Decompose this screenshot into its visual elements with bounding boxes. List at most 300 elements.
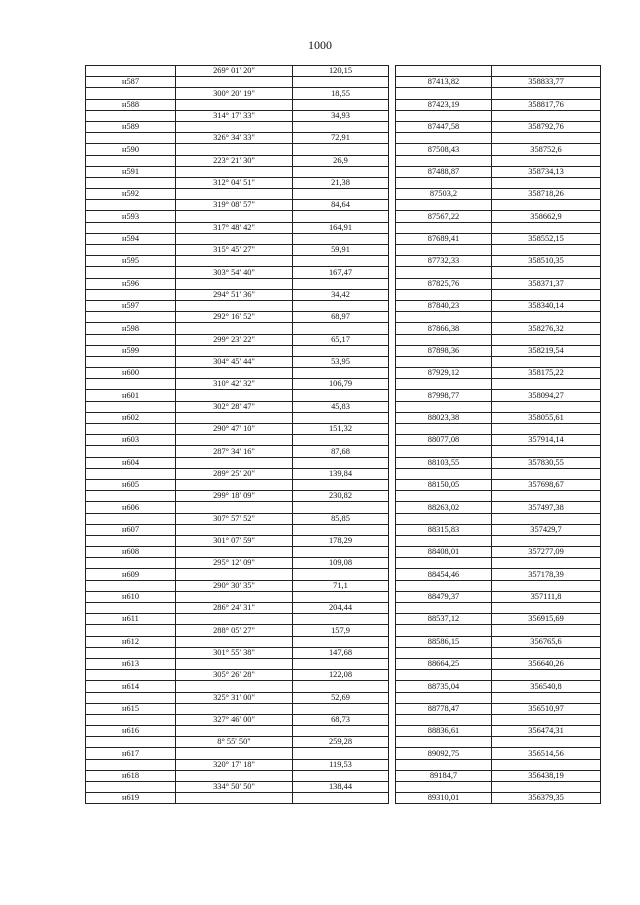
table-row [86,334,601,345]
y-coordinate-cell [492,200,601,211]
point-cell [86,580,176,591]
table-row [86,793,601,804]
gap-cell [389,412,396,423]
gap-cell [389,647,396,658]
point-cell [86,491,176,502]
length-cell [293,211,389,222]
x-coordinate-cell [396,468,492,479]
table-row [86,267,601,278]
angle-cell [176,256,293,267]
point-cell [86,155,176,166]
point-cell: н600 [86,368,176,379]
x-coordinate-cell: 88778,47 [396,703,492,714]
gap-cell [389,267,396,278]
table-row [86,177,601,188]
length-cell: 34,93 [293,110,389,121]
table-row [86,110,601,121]
y-coordinate-cell [492,446,601,457]
point-cell: н608 [86,547,176,558]
point-cell: н598 [86,323,176,334]
angle-cell [176,300,293,311]
gap-cell [389,770,396,781]
y-coordinate-cell: 358276,32 [492,323,601,334]
x-coordinate-cell: 88150,05 [396,479,492,490]
point-cell: н604 [86,457,176,468]
length-cell [293,636,389,647]
y-coordinate-cell: 358552,15 [492,233,601,244]
angle-cell [176,323,293,334]
angle-cell: 269° 01' 20" [176,66,293,77]
coordinates-table [85,65,601,804]
gap-cell [389,759,396,770]
point-cell: н589 [86,121,176,132]
angle-cell [176,189,293,200]
gap-cell [389,457,396,468]
angle-cell [176,121,293,132]
y-coordinate-cell: 358833,77 [492,77,601,88]
length-cell [293,121,389,132]
angle-cell [176,614,293,625]
angle-cell: 290° 47' 10" [176,424,293,435]
angle-cell: 303° 54' 40" [176,267,293,278]
point-cell [86,782,176,793]
table-row [86,547,601,558]
length-cell [293,77,389,88]
x-coordinate-cell [396,782,492,793]
table-row [86,256,601,267]
y-coordinate-cell [492,714,601,725]
gap-cell [389,345,396,356]
point-cell: н616 [86,726,176,737]
y-coordinate-cell: 357429,7 [492,524,601,535]
gap-cell [389,133,396,144]
angle-cell [176,390,293,401]
y-coordinate-cell [492,535,601,546]
point-cell: н617 [86,748,176,759]
point-cell [86,625,176,636]
gap-cell [389,390,396,401]
y-coordinate-cell: 356438,19 [492,770,601,781]
x-coordinate-cell: 88479,37 [396,591,492,602]
gap-cell [389,312,396,323]
y-coordinate-cell: 356474,31 [492,726,601,737]
y-coordinate-cell: 358718,26 [492,189,601,200]
x-coordinate-cell: 87840,23 [396,300,492,311]
length-cell [293,166,389,177]
gap-cell [389,468,396,479]
point-cell [86,312,176,323]
y-coordinate-cell: 358340,14 [492,300,601,311]
length-cell [293,748,389,759]
table-row [86,726,601,737]
gap-cell [389,793,396,804]
angle-cell [176,412,293,423]
point-cell [86,289,176,300]
y-coordinate-cell [492,88,601,99]
x-coordinate-cell [396,603,492,614]
x-coordinate-cell: 88537,12 [396,614,492,625]
x-coordinate-cell: 87413,82 [396,77,492,88]
gap-cell [389,636,396,647]
y-coordinate-cell [492,245,601,256]
gap-cell [389,424,396,435]
x-coordinate-cell: 87503,2 [396,189,492,200]
angle-cell: 288° 05' 27" [176,625,293,636]
y-coordinate-cell [492,647,601,658]
point-cell: н614 [86,681,176,692]
y-coordinate-cell: 358055,61 [492,412,601,423]
point-cell [86,200,176,211]
length-cell: 178,29 [293,535,389,546]
gap-cell [389,368,396,379]
x-coordinate-cell: 87732,33 [396,256,492,267]
table-row [86,658,601,669]
table-row [86,189,601,200]
y-coordinate-cell [492,558,601,569]
angle-cell [176,502,293,513]
table-row [86,636,601,647]
angle-cell: 334° 50' 50" [176,782,293,793]
x-coordinate-cell [396,155,492,166]
x-coordinate-cell [396,446,492,457]
angle-cell: 327° 46' 00" [176,714,293,725]
point-cell: н587 [86,77,176,88]
gap-cell [389,580,396,591]
length-cell: 138,44 [293,782,389,793]
y-coordinate-cell: 356915,69 [492,614,601,625]
y-coordinate-cell [492,491,601,502]
table-row [86,133,601,144]
angle-cell [176,99,293,110]
point-cell: н613 [86,658,176,669]
length-cell: 157,9 [293,625,389,636]
length-cell [293,479,389,490]
x-coordinate-cell [396,379,492,390]
point-cell: н602 [86,412,176,423]
gap-cell [389,245,396,256]
table-row [86,681,601,692]
length-cell [293,591,389,602]
table-row [86,502,601,513]
gap-cell [389,189,396,200]
gap-cell [389,379,396,390]
point-cell: н603 [86,435,176,446]
point-cell: н590 [86,144,176,155]
table-row [86,211,601,222]
gap-cell [389,670,396,681]
gap-cell [389,200,396,211]
angle-cell: 286° 24' 31" [176,603,293,614]
gap-cell [389,110,396,121]
angle-cell: 310° 42' 32" [176,379,293,390]
y-coordinate-cell: 358752,6 [492,144,601,155]
length-cell: 26,9 [293,155,389,166]
table-row [86,390,601,401]
gap-cell [389,737,396,748]
x-coordinate-cell [396,401,492,412]
x-coordinate-cell: 88454,46 [396,569,492,580]
length-cell [293,547,389,558]
angle-cell: 319° 08' 57" [176,200,293,211]
table-row [86,300,601,311]
angle-cell: 289° 25' 20" [176,468,293,479]
y-coordinate-cell: 358817,76 [492,99,601,110]
x-coordinate-cell [396,491,492,502]
x-coordinate-cell: 87866,38 [396,323,492,334]
length-cell [293,502,389,513]
y-coordinate-cell [492,334,601,345]
length-cell [293,770,389,781]
x-coordinate-cell [396,289,492,300]
point-cell [86,446,176,457]
gap-cell [389,166,396,177]
x-coordinate-cell: 88023,38 [396,412,492,423]
point-cell [86,647,176,658]
angle-cell [176,726,293,737]
x-coordinate-cell [396,580,492,591]
x-coordinate-cell: 88263,02 [396,502,492,513]
gap-cell [389,535,396,546]
length-cell [293,412,389,423]
y-coordinate-cell: 357277,09 [492,547,601,558]
angle-cell: 320° 17' 18" [176,759,293,770]
point-cell: н596 [86,278,176,289]
angle-cell: 312° 04' 51" [176,177,293,188]
x-coordinate-cell: 87488,87 [396,166,492,177]
x-coordinate-cell: 87689,41 [396,233,492,244]
point-cell [86,66,176,77]
angle-cell [176,345,293,356]
x-coordinate-cell [396,66,492,77]
y-coordinate-cell [492,267,601,278]
gap-cell [389,222,396,233]
length-cell: 259,28 [293,737,389,748]
gap-cell [389,278,396,289]
y-coordinate-cell: 358371,37 [492,278,601,289]
x-coordinate-cell [396,558,492,569]
angle-cell [176,591,293,602]
gap-cell [389,547,396,558]
x-coordinate-cell: 87447,58 [396,121,492,132]
page-number: 1000 [308,38,332,52]
gap-cell [389,121,396,132]
point-cell: н606 [86,502,176,513]
gap-cell [389,524,396,535]
y-coordinate-cell [492,177,601,188]
y-coordinate-cell: 357497,38 [492,502,601,513]
x-coordinate-cell [396,535,492,546]
y-coordinate-cell [492,603,601,614]
x-coordinate-cell: 88315,83 [396,524,492,535]
x-coordinate-cell: 88735,04 [396,681,492,692]
length-cell: 53,95 [293,356,389,367]
x-coordinate-cell: 87567,22 [396,211,492,222]
x-coordinate-cell: 87508,43 [396,144,492,155]
length-cell [293,300,389,311]
gap-cell [389,88,396,99]
x-coordinate-cell [396,513,492,524]
point-cell: н594 [86,233,176,244]
length-cell: 71,1 [293,580,389,591]
table-row [86,77,601,88]
gap-cell [389,334,396,345]
gap-cell [389,479,396,490]
table-body [86,66,601,804]
angle-cell: 314° 17' 33" [176,110,293,121]
length-cell [293,278,389,289]
angle-cell [176,748,293,759]
table-row [86,155,601,166]
length-cell [293,569,389,580]
point-cell [86,88,176,99]
length-cell [293,435,389,446]
point-cell [86,603,176,614]
x-coordinate-cell [396,334,492,345]
point-cell: н593 [86,211,176,222]
angle-cell: 295° 12' 09" [176,558,293,569]
x-coordinate-cell [396,647,492,658]
length-cell: 120,15 [293,66,389,77]
y-coordinate-cell: 356510,97 [492,703,601,714]
length-cell: 21,38 [293,177,389,188]
length-cell: 109,08 [293,558,389,569]
length-cell: 18,55 [293,88,389,99]
point-cell: н591 [86,166,176,177]
length-cell [293,189,389,200]
angle-cell [176,636,293,647]
table-row [86,435,601,446]
length-cell [293,233,389,244]
angle-cell [176,278,293,289]
y-coordinate-cell [492,401,601,412]
x-coordinate-cell: 89310,01 [396,793,492,804]
angle-cell [176,435,293,446]
y-coordinate-cell [492,737,601,748]
x-coordinate-cell [396,670,492,681]
x-coordinate-cell: 89092,75 [396,748,492,759]
length-cell: 139,84 [293,468,389,479]
angle-cell [176,211,293,222]
point-cell: н599 [86,345,176,356]
length-cell [293,614,389,625]
length-cell [293,658,389,669]
y-coordinate-cell: 358175,22 [492,368,601,379]
angle-cell: 287° 34' 16" [176,446,293,457]
length-cell: 87,68 [293,446,389,457]
angle-cell: 317° 48' 42" [176,222,293,233]
length-cell: 45,83 [293,401,389,412]
table-row [86,245,601,256]
point-cell [86,334,176,345]
x-coordinate-cell [396,714,492,725]
y-coordinate-cell [492,625,601,636]
angle-cell: 301° 55' 38" [176,647,293,658]
x-coordinate-cell: 88408,01 [396,547,492,558]
point-cell [86,513,176,524]
y-coordinate-cell [492,312,601,323]
y-coordinate-cell: 358792,76 [492,121,601,132]
table-row [86,647,601,658]
length-cell: 119,53 [293,759,389,770]
length-cell: 59,91 [293,245,389,256]
angle-cell: 300° 20' 19" [176,88,293,99]
y-coordinate-cell [492,289,601,300]
angle-cell: 299° 23' 22" [176,334,293,345]
angle-cell: 302° 28' 47" [176,401,293,412]
point-cell [86,535,176,546]
table-row [86,625,601,636]
y-coordinate-cell: 356379,35 [492,793,601,804]
point-cell [86,110,176,121]
point-cell: н611 [86,614,176,625]
y-coordinate-cell [492,513,601,524]
y-coordinate-cell: 358219,54 [492,345,601,356]
point-cell [86,558,176,569]
gap-cell [389,289,396,300]
length-cell [293,703,389,714]
length-cell [293,256,389,267]
point-cell [86,737,176,748]
point-cell: н588 [86,99,176,110]
table-row [86,569,601,580]
table-row [86,233,601,244]
gap-cell [389,513,396,524]
angle-cell: 307° 57' 52" [176,513,293,524]
x-coordinate-cell [396,424,492,435]
y-coordinate-cell [492,782,601,793]
table-row [86,289,601,300]
length-cell: 122,08 [293,670,389,681]
gap-cell [389,782,396,793]
table-row [86,714,601,725]
y-coordinate-cell: 357698,67 [492,479,601,490]
angle-cell [176,547,293,558]
table-row [86,692,601,703]
y-coordinate-cell [492,580,601,591]
gap-cell [389,211,396,222]
x-coordinate-cell [396,267,492,278]
y-coordinate-cell [492,424,601,435]
gap-cell [389,491,396,502]
angle-cell [176,144,293,155]
y-coordinate-cell: 357830,55 [492,457,601,468]
gap-cell [389,625,396,636]
gap-cell [389,77,396,88]
x-coordinate-cell [396,737,492,748]
point-cell: н592 [86,189,176,200]
y-coordinate-cell: 356640,26 [492,658,601,669]
x-coordinate-cell: 87423,19 [396,99,492,110]
table-row [86,535,601,546]
x-coordinate-cell: 87998,77 [396,390,492,401]
point-cell: н619 [86,793,176,804]
gap-cell [389,614,396,625]
x-coordinate-cell [396,133,492,144]
table-row [86,513,601,524]
angle-cell [176,524,293,535]
y-coordinate-cell [492,133,601,144]
x-coordinate-cell: 87825,76 [396,278,492,289]
table-row [86,222,601,233]
length-cell [293,345,389,356]
y-coordinate-cell [492,670,601,681]
point-cell [86,133,176,144]
point-cell [86,424,176,435]
point-cell: н597 [86,300,176,311]
gap-cell [389,502,396,513]
y-coordinate-cell [492,110,601,121]
gap-cell [389,446,396,457]
